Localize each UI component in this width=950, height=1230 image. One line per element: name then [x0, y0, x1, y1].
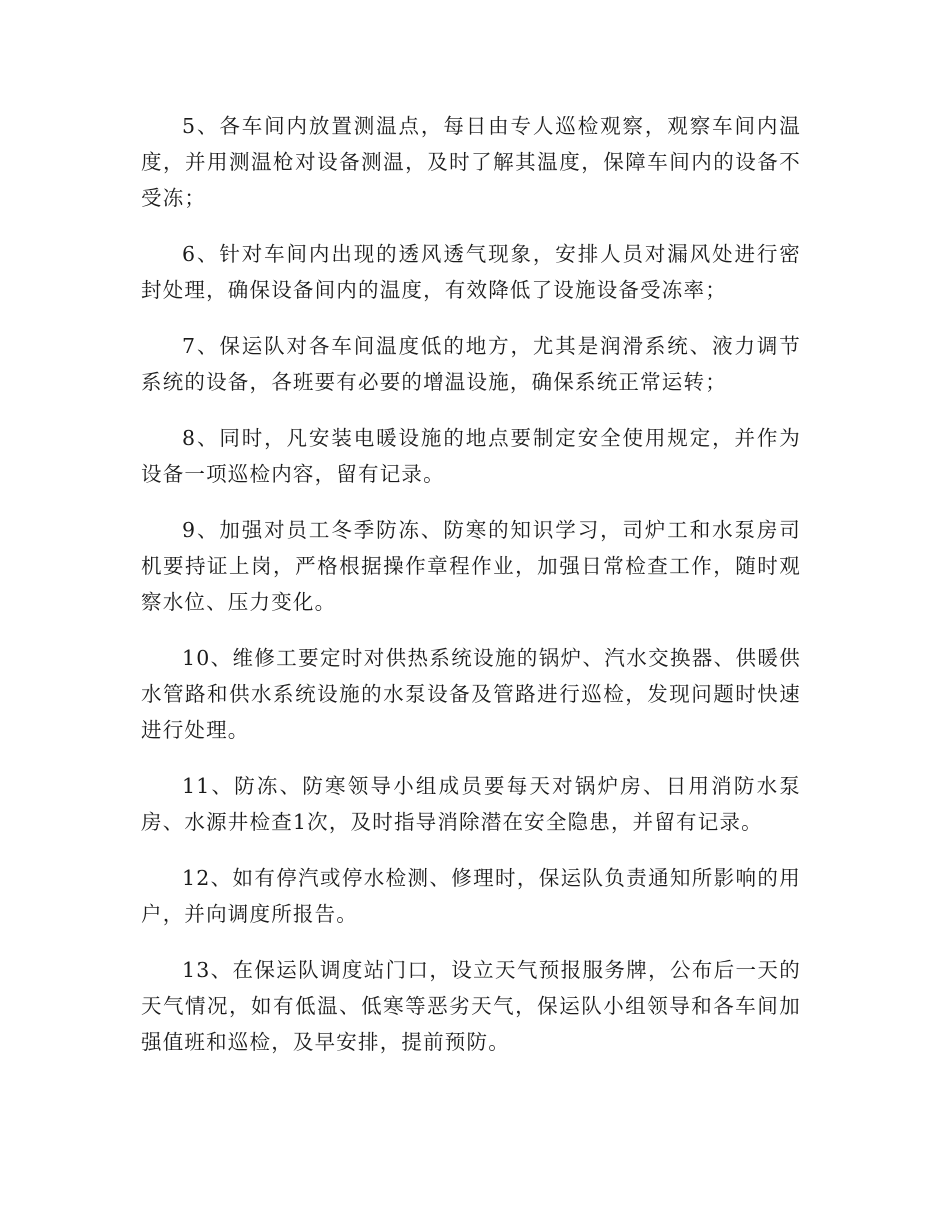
paragraph-item-13: 13、在保运队调度站门口，设立天气预报服务牌，公布后一天的天气情况，如有低温、低寒等恶劣天气，保运队小组领导和各车间加强值班和巡检，及早安排，提前预防。: [141, 958, 801, 1054]
paragraph-item-6: 6、针对车间内出现的透风透气现象，安排人员对漏风处进行密封处理，确保设备间内的温度，有效降低了设施设备受冻率；: [141, 242, 801, 302]
paragraph-item-12: 12、如有停汽或停水检测、修理时，保运队负责通知所影响的用户，并向调度所报告。: [141, 866, 801, 926]
paragraph-item-7: 7、保运队对各车间温度低的地方，尤其是润滑系统、液力调节系统的设备，各班要有必要的增温设施，确保系统正常运转；: [141, 334, 801, 394]
paragraph-item-10: 10、维修工要定时对供热系统设施的锅炉、汽水交换器、供暖供水管路和供水系统设施的水泵设备及管路进行巡检，发现问题时快速进行处理。: [141, 646, 801, 742]
paragraph-item-9: 9、加强对员工冬季防冻、防寒的知识学习，司炉工和水泵房司机要持证上岗，严格根据操作章程作业，加强日常检查工作，随时观察水位、压力变化。: [141, 518, 801, 614]
document-body: [141, 108, 801, 1080]
paragraph-item-11: 11、防冻、防寒领导小组成员要每天对锅炉房、日用消防水泵房、水源井检查1次，及时指导消除潜在安全隐患，并留有记录。: [141, 774, 801, 834]
paragraph-item-5: 5、各车间内放置测温点，每日由专人巡检观察，观察车间内温度，并用测温枪对设备测温，及时了解其温度，保障车间内的设备不受冻；: [141, 114, 801, 210]
paragraph-item-8: 8、同时，凡安装电暖设施的地点要制定安全使用规定，并作为设备一项巡检内容，留有记录。: [141, 426, 801, 486]
